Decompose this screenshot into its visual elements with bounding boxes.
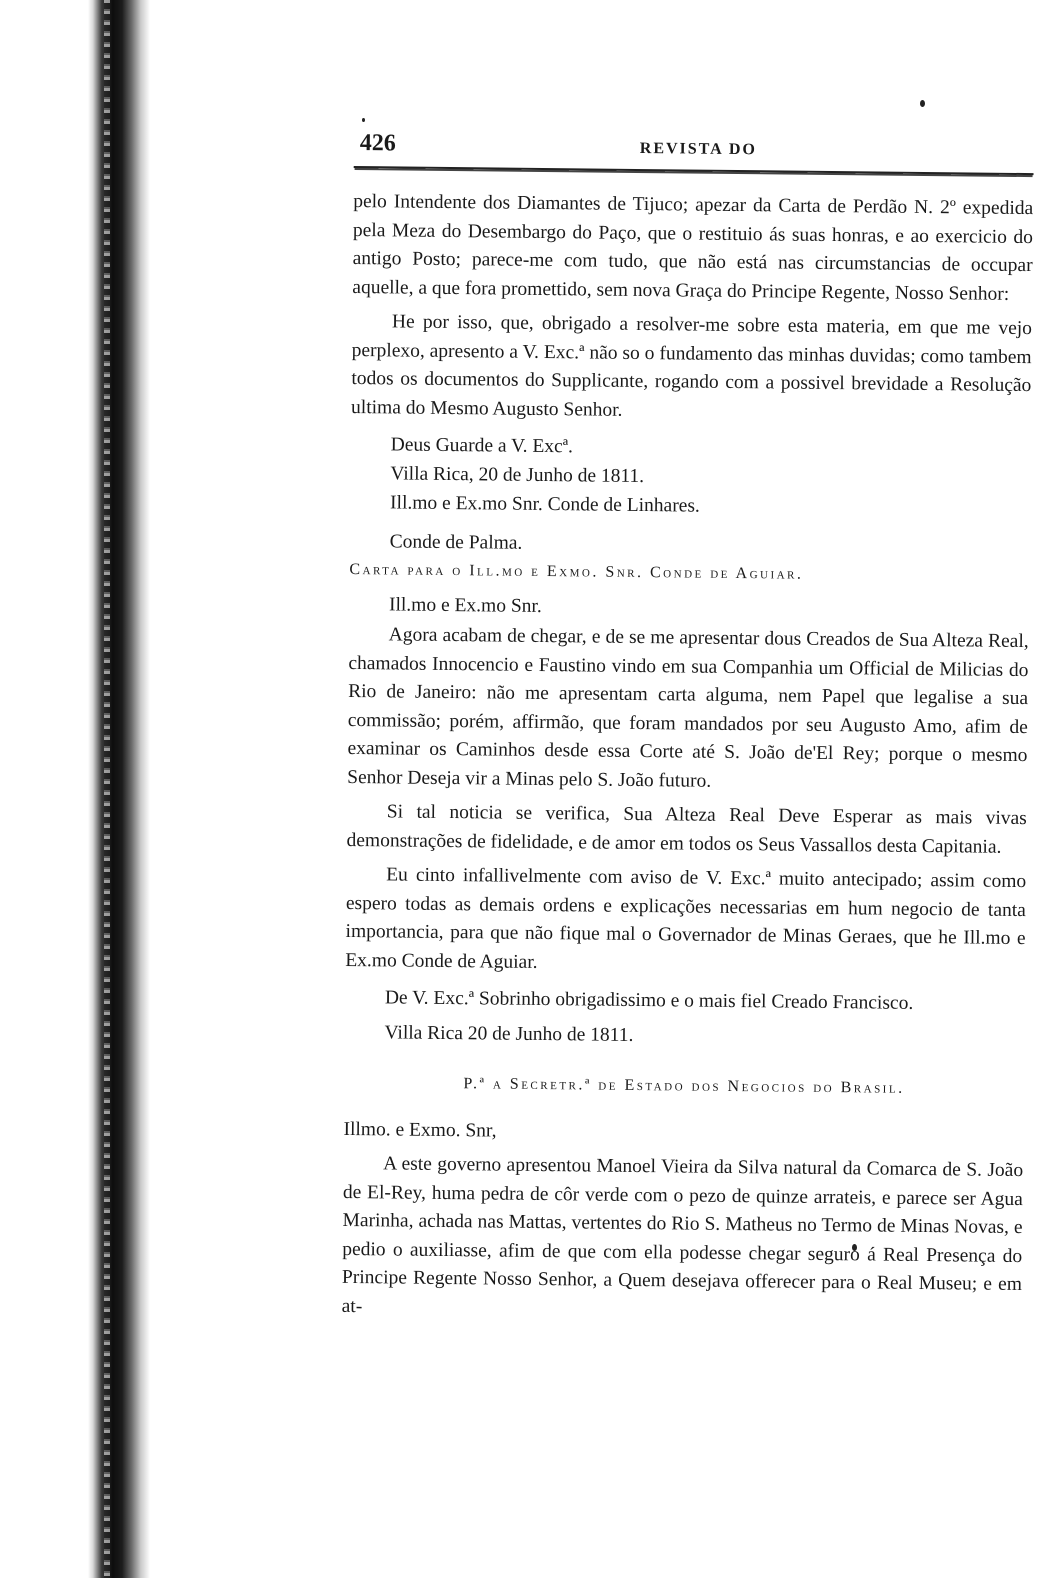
closing-line: Villa Rica, 20 de Junho de 1811. (390, 463, 645, 488)
salutation: Illmo. e Exmo. Snr, (343, 1118, 497, 1142)
book-spine-shadow (88, 0, 150, 1578)
salutation: Ill.mo e Ex.mo Snr. (388, 593, 542, 617)
closing-line: Deus Guarde a V. Excª. (390, 434, 574, 458)
paragraph: Agora acabam de chegar, e de se me apresentar dous Creados de Sua Alteza Real, chamados Innocencio e Faustino vindo em sua Companhia um Official de Milicias do Rio de Janeiro: não me apresentam carta alguma, nem Papel que legalise a sua commissão; porém, affirmão, que foram mandados por seu Augusto Amo, afim de examinar os Caminhos desde essa Corte até S. João de'El Rey; porque o mesmo Senhor Deseja vir a Minas pelo S. João futuro. (347, 624, 1029, 792)
signature: Conde de Palma. (389, 531, 523, 554)
section-heading: P.ª a Secretr.ª de Estado dos Negocios do Brasil. (463, 1075, 905, 1097)
page-header (354, 130, 1034, 175)
signature: De V. Exc.ª Sobrinho obrigadissimo e o mais fiel Creado Francisco. (384, 987, 914, 1014)
page-number: 426 (359, 130, 396, 157)
paragraph: He por isso, que, obrigado a resolver-me sobre esta materia, em que me vejo perplexo, apresento a V. Exc.ª não so o fundamento das minhas duvidas; como tambem todos os documentos do Supplicante, rogando com a possivel brevidade a Resolução ultima do Mesmo Augusto Senhor. (350, 311, 1033, 421)
paragraph: Eu cinto infallivelmente com aviso de V. Exc.ª muito antecipado; assim como espero todas as demais ordens e explicações necessarias em hum negocio de tanta importancia, para que não fique mal o Governador de Minas Geraes, que he Ill.mo e Ex.mo Conde de Aguiar. (345, 864, 1027, 973)
ink-speck (920, 100, 925, 107)
page-body (342, 188, 1034, 1328)
book-page (339, 130, 1034, 1577)
paragraph: A este governo apresentou Manoel Vieira da Silva natural da Comarca de S. João de El-Rey, huma pedra de côr verde com o pezo de quinze arrateis, e parece ser Agua Marinha, achada nas Mattas, vertentes do Rio S. Matheus no Termo de Minas Novas, e pedio o auxiliasse, afim de que com ella podesse chegar seguro á Real Presença do Principe Regente Nosso Senhor, a Quem desejava offerecer para o Real Museu; e em at- (341, 1153, 1024, 1317)
ink-speck (362, 118, 365, 122)
paragraph: pelo Intendente dos Diamantes de Tijuco; apezar da Carta de Perdão N. 2º expedida pela Meza do Desembargo do Paço, que o restituio ás suas honras, e ao exercicio do antigo Posto; parece-me com tudo, que não está nas circumstancias de occupar aquelle, a que fora promettido, sem nova Graça do Principe Regente, Nosso Senhor: (352, 190, 1034, 305)
running-head: REVISTA DO (639, 139, 757, 159)
section-heading: Carta para o Ill.mo e Exmo. Snr. Conde de Aguiar. (349, 560, 804, 583)
closing-line: Ill.mo e Ex.mo Snr. Conde de Linhares. (389, 492, 700, 517)
paragraph: Si tal noticia se verifica, Sua Alteza Real Deve Esperar as mais vivas demonstrações de fidelidade, e de amor em todos os Seus Vassallos desta Capitania. (346, 801, 1027, 858)
closing-line: Villa Rica 20 de Junho de 1811. (384, 1022, 634, 1046)
